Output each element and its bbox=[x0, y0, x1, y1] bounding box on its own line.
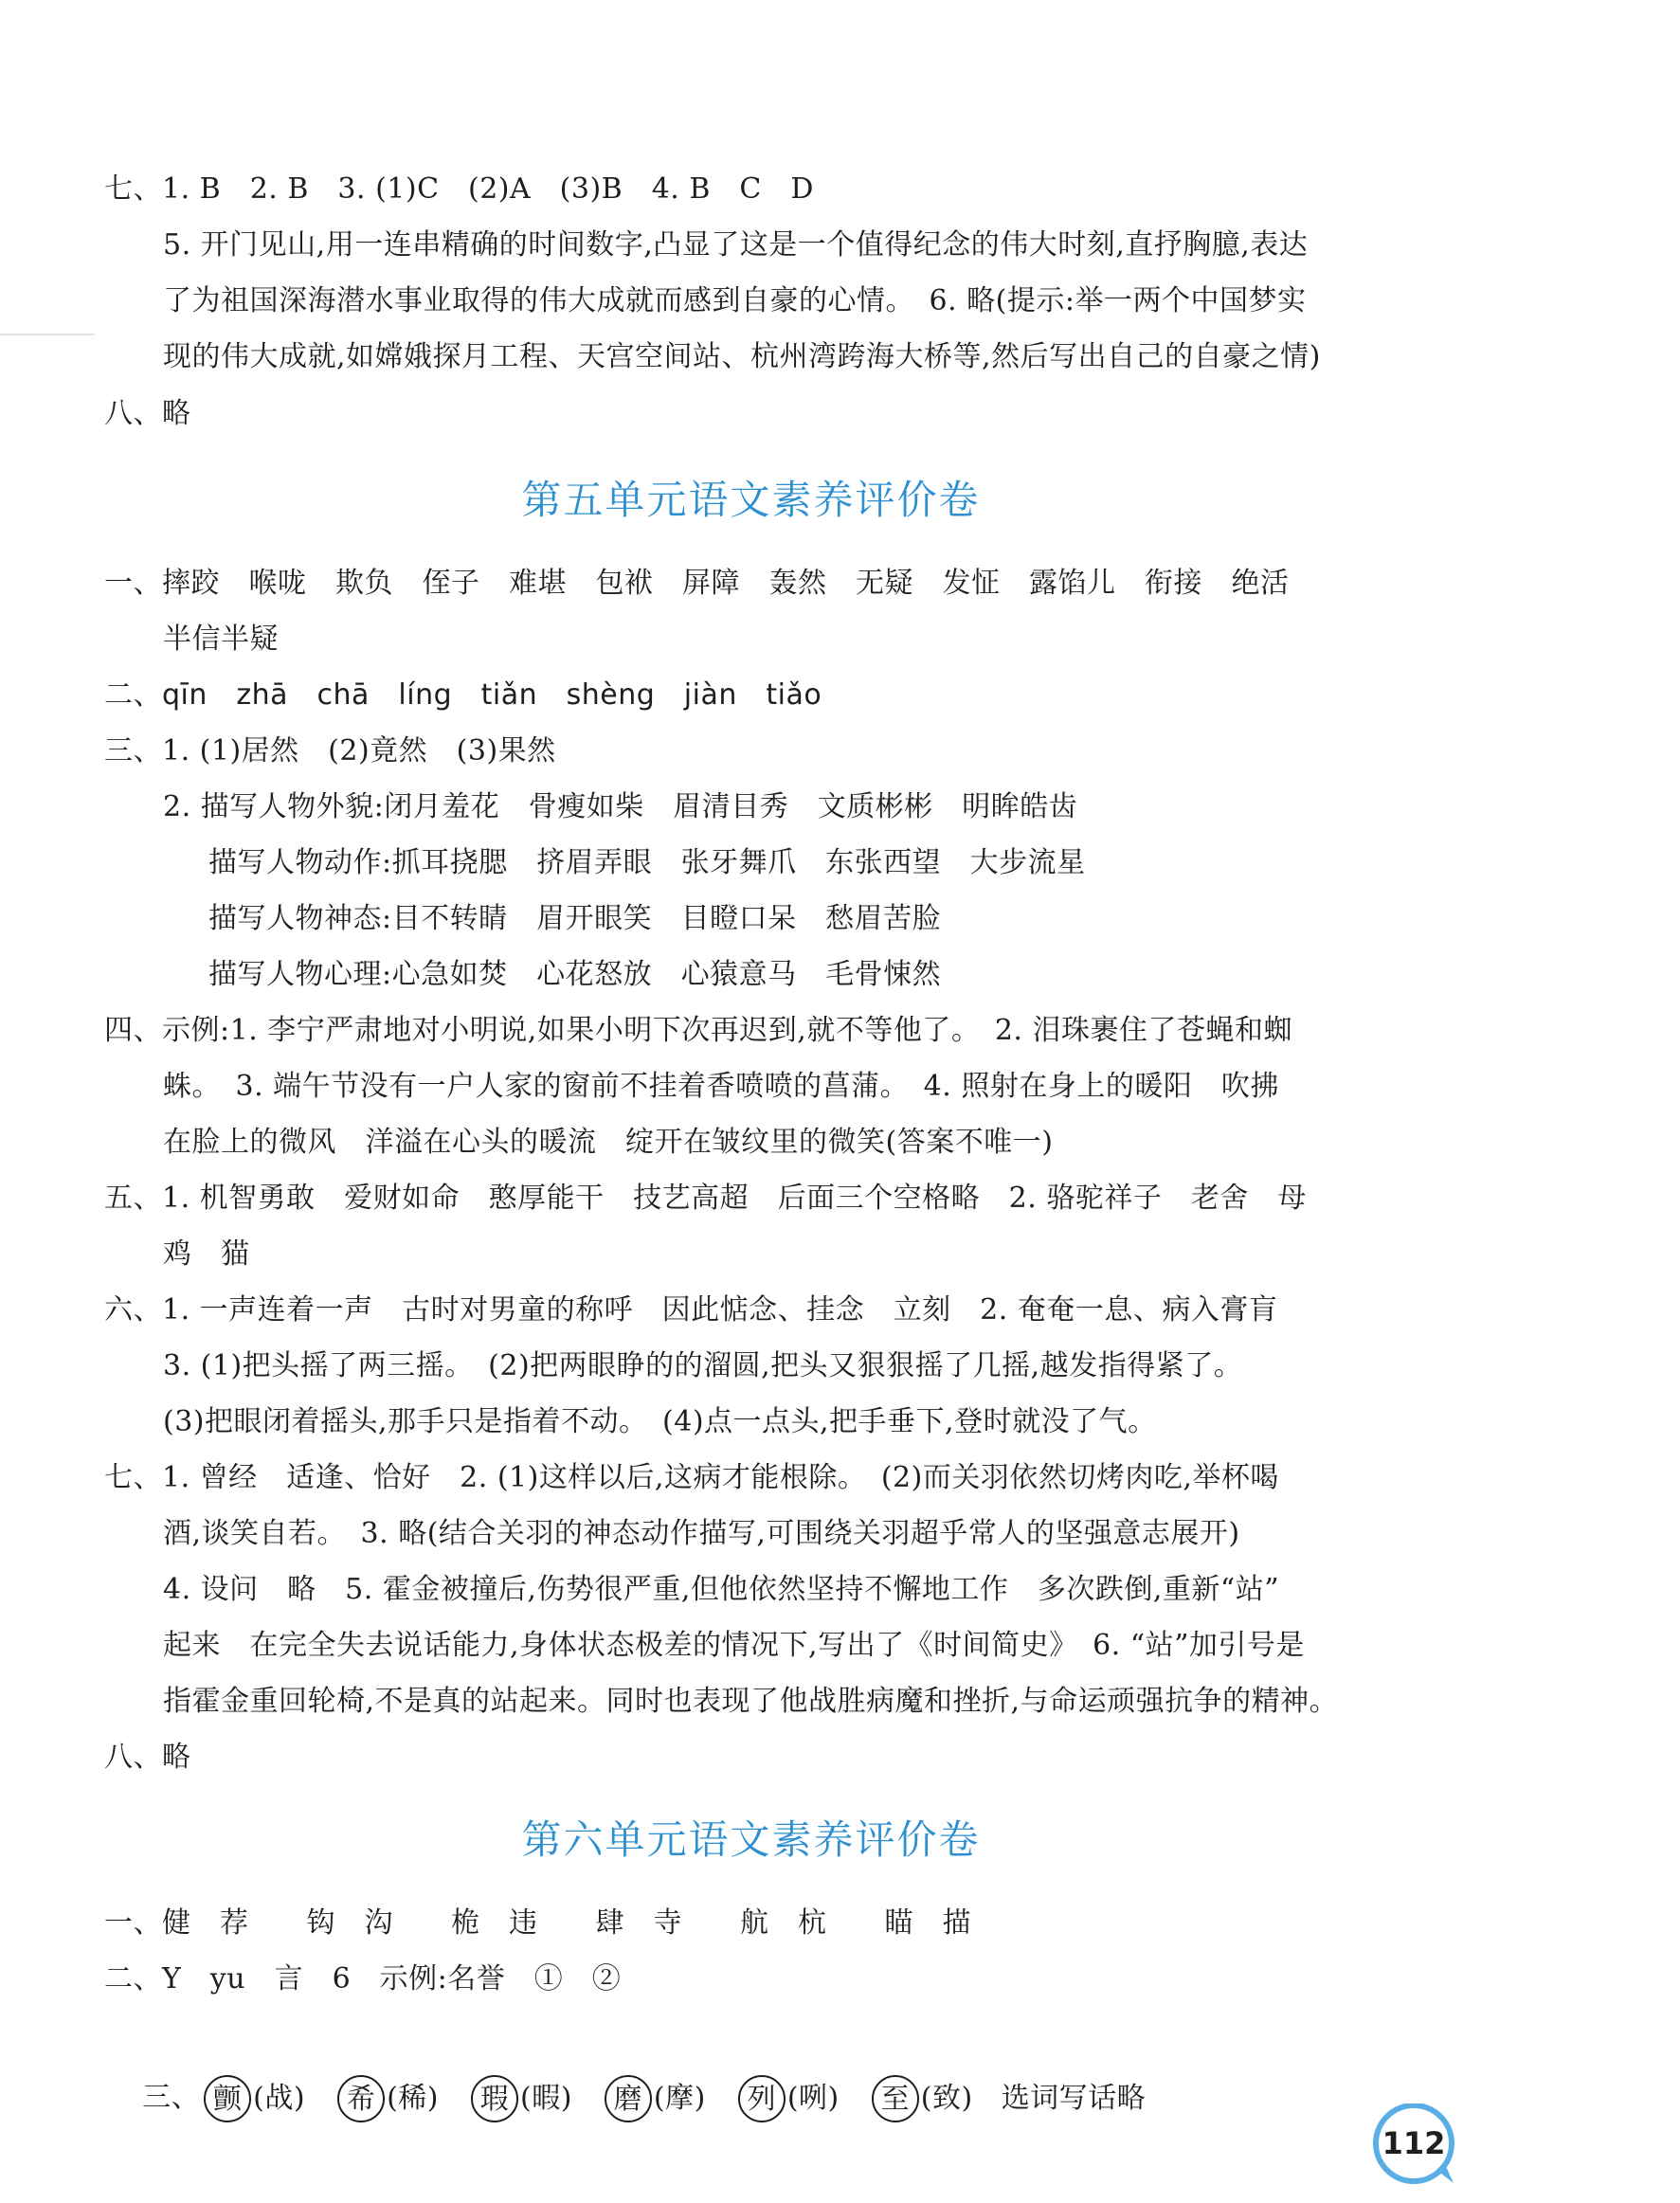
u5-q3-line5: 描写人物心理:心急如焚 心花怒放 心猿意马 毛骨悚然 bbox=[208, 958, 942, 991]
u5-q4-line3: 在脸上的微风 洋溢在心头的暖流 绽开在皱纹里的微笑(答案不唯一) bbox=[163, 1126, 1054, 1159]
u5-q4-line1: 四、示例:1. 李宁严肃地对小明说,如果小明下次再迟到,就不等他了。 2. 泪珠裹住了苍蝇和蜘 bbox=[104, 1014, 1292, 1047]
u6-q3-suffix: 选词写话略 bbox=[1001, 2082, 1147, 2115]
u5-q7-line4: 起来 在完全失去说话能力,身体状态极差的情况下,写出了《时间简史》 6. “站”加引号是 bbox=[163, 1629, 1305, 1662]
u6-q3-prefix: 三、 bbox=[142, 2081, 201, 2114]
u5-q6-line1: 六、1. 一声连着一声 古时对男童的称呼 因此惦念、挂念 立刻 2. 奄奄一息、病入膏肓 bbox=[104, 1293, 1278, 1327]
u5-q2-pinyin: 二、qīn zhā chā líng tiǎn shèng jiàn tiǎo bbox=[104, 678, 822, 712]
paren-char: (摩) bbox=[653, 2082, 706, 2115]
prev-q7-line3: 了为祖国深海潜水事业取得的伟大成就而感到自豪的心情。 6. 略(提示:举一两个中国梦实 bbox=[163, 284, 1307, 317]
prev-q8-line: 八、略 bbox=[104, 397, 191, 430]
paren-char: (暇) bbox=[520, 2082, 572, 2115]
u6-q1-line: 一、健 荐 钩 沟 桅 违 肆 寺 航 杭 瞄 描 bbox=[104, 1906, 971, 1940]
prev-q7-line4: 现的伟大成就,如嫦娥探月工程、天宫空间站、杭州湾跨海大桥等,然后写出自己的自豪之情) bbox=[163, 340, 1321, 373]
paren-char: (稀) bbox=[387, 2082, 439, 2115]
unit6-title: 第六单元语文素养评价卷 bbox=[521, 1816, 981, 1863]
u5-q7-line5: 指霍金重回轮椅,不是真的站起来。同时也表现了他战胜病魔和挫折,与命运顽强抗争的精神。 bbox=[163, 1685, 1339, 1718]
u5-q3-line1: 三、1. (1)居然 (2)竟然 (3)果然 bbox=[104, 734, 556, 767]
scan-edge-mark bbox=[0, 334, 95, 335]
u5-q1-line1: 一、摔跤 喉咙 欺负 侄子 难堪 包袱 屏障 轰然 无疑 发怔 露馅儿 衔接 绝活 bbox=[104, 567, 1290, 600]
u5-q5-line1: 五、1. 机智勇敢 爱财如命 憨厚能干 技艺高超 后面三个空格略 2. 骆驼祥子 老舍 母 bbox=[104, 1182, 1307, 1215]
paren-char: (咧) bbox=[786, 2082, 840, 2115]
unit5-title: 第五单元语文素养评价卷 bbox=[521, 477, 981, 523]
u5-q7-line2: 酒,谈笑自若。 3. 略(结合关羽的神态动作描写,可围绕关羽超乎常人的坚强意志展开) bbox=[163, 1517, 1240, 1550]
page-number-badge bbox=[1370, 2104, 1461, 2185]
circled-char: 磨 bbox=[605, 2075, 652, 2122]
u5-q7-line1: 七、1. 曾经 适逢、恰好 2. (1)这样以后,这病才能根除。 (2)而关羽依然切烤肉吃,举杯喝 bbox=[104, 1461, 1279, 1494]
u5-q3-line2: 2. 描写人物外貌:闭月羞花 骨瘦如柴 眉清目秀 文质彬彬 明眸皓齿 bbox=[163, 790, 1078, 823]
page-number: 112 bbox=[1382, 2125, 1446, 2161]
u5-q5-line2: 鸡 猫 bbox=[163, 1237, 250, 1271]
u5-q3-line3: 描写人物动作:抓耳挠腮 挤眉弄眼 张牙舞爪 东张西望 大步流星 bbox=[208, 846, 1086, 879]
u5-q1-line2: 半信半疑 bbox=[163, 623, 279, 656]
u5-q6-line3: (3)把眼闭着摇头,那手只是指着不动。 (4)点一点头,把手垂下,登时就没了气。 bbox=[163, 1405, 1157, 1438]
u5-q7-line3: 4. 设问 略 5. 霍金被撞后,伤势很严重,但他依然坚持不懈地工作 多次跌倒,重新“站” bbox=[163, 1573, 1280, 1606]
prev-q7-line1: 七、1. B 2. B 3. (1)C (2)A (3)B 4. B C D bbox=[104, 172, 814, 206]
paren-char: (战) bbox=[253, 2082, 306, 2115]
circled-char: 瑕 bbox=[471, 2075, 518, 2122]
circled-char: 颤 bbox=[204, 2075, 251, 2122]
u5-q4-line2: 蛛。 3. 端午节没有一户人家的窗前不挂着香喷喷的菖蒲。 4. 照射在身上的暖阳 吹拂 bbox=[163, 1070, 1279, 1103]
circled-char: 至 bbox=[872, 2075, 919, 2122]
u5-q3-line4: 描写人物神态:目不转睛 眉开眼笑 目瞪口呆 愁眉苦脸 bbox=[208, 902, 942, 935]
prev-q7-line2: 5. 开门见山,用一连串精确的时间数字,凸显了这是一个值得纪念的伟大时刻,直抒胸臆,表达 bbox=[163, 228, 1309, 262]
circled-char: 希 bbox=[337, 2075, 385, 2122]
u5-q8-line: 八、略 bbox=[104, 1741, 191, 1774]
u5-q6-line2: 3. (1)把头摇了两三摇。 (2)把两眼睁的的溜圆,把头又狠狠摇了几摇,越发指得紧了。 bbox=[163, 1349, 1243, 1382]
paren-char: (致) bbox=[920, 2082, 973, 2115]
u6-q3-line bbox=[104, 2018, 1146, 2178]
u6-q2-line: 二、Y yu 言 6 示例:名誉 ① ② bbox=[104, 1962, 622, 1995]
circled-char: 列 bbox=[738, 2075, 786, 2122]
